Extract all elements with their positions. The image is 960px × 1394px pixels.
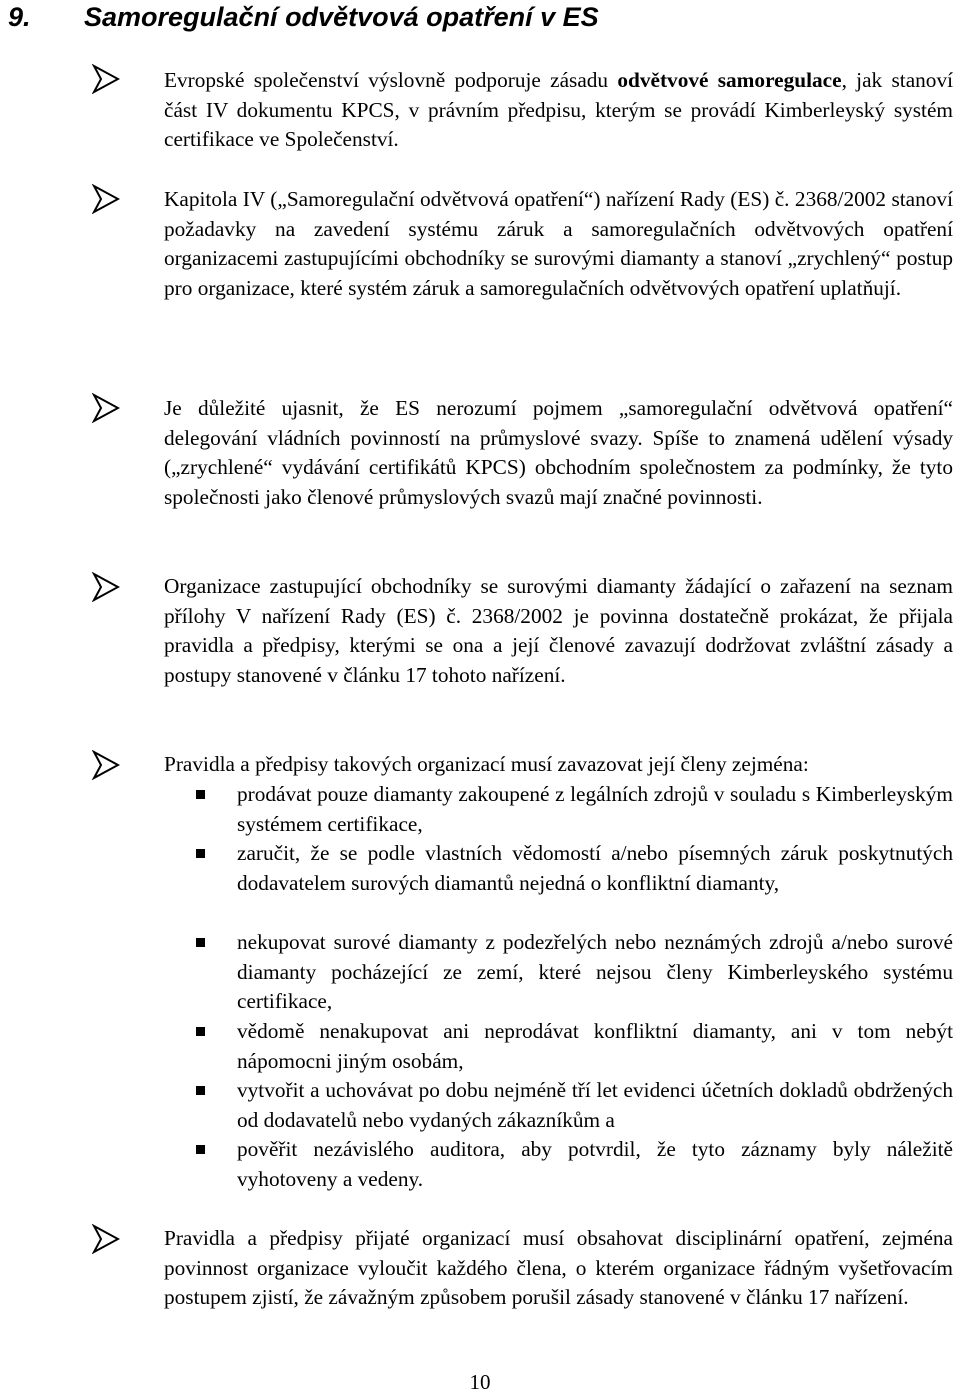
section-title: Samoregulační odvětvová opatření v ES: [84, 2, 599, 32]
paragraph-industry-self-regulation: Evropské společenství výslovně podporuje zásadu odvětvové samoregulace, jak stanoví část IV dokumentu KPCS, v právním předpisu, kterým se provádí Kimberleyský systém certifikace ve Společenství.: [164, 68, 954, 152]
list-item: nekupovat surové diamanty z podezřelých nebo neznámých zdrojů a/nebo surové diamanty pocházející ze zemí, které nejsou členy Kimberleyského systému certifikace,: [237, 930, 953, 1014]
arrowhead-bullet-icon: [92, 64, 120, 94]
arrowhead-bullet-icon: [92, 393, 120, 423]
bold-term: odvětvové samoregulace: [617, 68, 842, 92]
list-item: pověřit nezávislého auditora, aby potvrdil, že tyto záznamy byly náležitě vyhotoveny a vedeny.: [237, 1137, 953, 1191]
paragraph-disciplinary-measures: Pravidla a předpisy přijaté organizací musí obsahovat disciplinární opatření, zejména povinnost organizace vyloučit každého člena, o kterém organizace řádným vyšetřovacím postupem zjistí, že závažným způsobem porušil zásady stanovené v článku 17 nařízení.: [164, 1226, 953, 1310]
arrowhead-bullet-icon: [92, 1224, 120, 1254]
list-item: vytvořit a uchovávat po dobu nejméně tří let evidenci účetních dokladů obdržených od dodavatelů nebo vydaných zákazníkům a: [237, 1078, 953, 1132]
square-bullet-icon: [196, 849, 205, 858]
square-bullet-icon: [196, 1145, 205, 1154]
paragraph-clarification: Je důležité ujasnit, že ES nerozumí pojmem „samoregulační odvětvová opatření“ delegování vládních povinností na průmyslové svazy. Spíše to znamená udělení výsady („zrychlené“ vydávání certifikátů KPCS) obchodním společnostem za podmínky, že tyto společnosti jako členové průmyslových svazů mají značné povinnosti.: [164, 396, 953, 510]
list-item: zaručit, že se podle vlastních vědomostí a/nebo písemných záruk poskytnutých dodavatelem surových diamantů nejedná o konfliktní diamanty,: [237, 841, 953, 895]
section-number: 9.: [8, 2, 31, 32]
paragraph-organization-requirements: Organizace zastupující obchodníky se surovými diamanty žádající o zařazení na seznam přílohy V nařízení Rady (ES) č. 2368/2002 je povinna dostatečně prokázat, že přijala pravidla a předpisy, kterými se ona a její členové zavazují dodržovat zvláštní zásady a postupy stanovené v článku 17 tohoto nařízení.: [164, 574, 953, 688]
paragraph-member-obligations: Pravidla a předpisy takových organizací musí zavazovat její členy zejména:: [164, 752, 809, 776]
arrowhead-bullet-icon: [92, 750, 120, 780]
paragraph-chapter-iv: Kapitola IV („Samoregulační odvětvová opatření“) nařízení Rady (ES) č. 2368/2002 stanoví požadavky na zavedení systému záruk a samoregulačních odvětvových opatření organizacemi zastupujícími obchodníky se surovými diamanty a stanoví „zrychlený“ postup pro organizace, které systém záruk a samoregulačních odvětvových opatření uplatňují.: [164, 187, 953, 301]
page-number: 10: [469, 1370, 491, 1394]
list-item: vědomě nenakupovat ani neprodávat konfliktní diamanty, ani v tom nebýt nápomocni jiným osobám,: [237, 1019, 953, 1073]
section-heading: [8, 0, 599, 34]
square-bullet-icon: [196, 1027, 205, 1036]
arrowhead-bullet-icon: [92, 572, 120, 602]
square-bullet-icon: [196, 1086, 205, 1095]
square-bullet-icon: [196, 790, 205, 799]
square-bullet-icon: [196, 938, 205, 947]
list-item: prodávat pouze diamanty zakoupené z legálních zdrojů v souladu s Kimberleyským systémem certifikace,: [237, 782, 953, 836]
arrowhead-bullet-icon: [92, 184, 120, 214]
